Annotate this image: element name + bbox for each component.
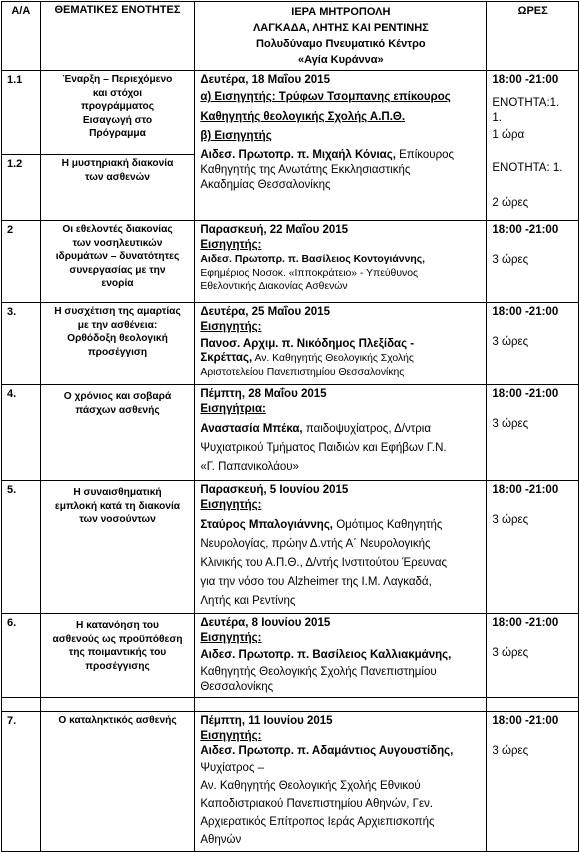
theme-line: Η συσχέτιση της αμαρτίας: [54, 306, 181, 317]
row-number: 1.2: [2, 155, 41, 221]
speaker-description: Κλινικής του Α.Π.Θ., Δ/ντής Ινστιτούτου Έρευνας: [200, 557, 448, 569]
theme-line: ασθενούς ως προϋπόθεση: [52, 633, 183, 645]
unit-hours: 2 ώρες: [492, 197, 529, 209]
speaker-description: Ψυχιατρικού Τμήματος Παιδιών και Εφήβων Γ.Ν.: [200, 442, 447, 454]
session-date: Δευτέρα, 8 Ιουνίου 2015: [200, 617, 331, 629]
row-details: [195, 614, 487, 698]
row-number: 6.: [2, 614, 41, 698]
row-number: 1.1: [2, 71, 41, 155]
row-theme: [40, 712, 195, 852]
spacer-row: [2, 698, 579, 712]
row-details: [195, 481, 487, 614]
theme-line: με την ασθένεια:: [77, 319, 158, 331]
theme-line: Η συναισθηματική: [73, 487, 162, 498]
row-hours: [487, 385, 579, 481]
speaker-label: Εισηγήτρια:: [200, 403, 266, 415]
theme-line: ενορία: [101, 278, 134, 289]
theme-line: και στόχοι: [92, 87, 143, 99]
session-date: Δευτέρα, 25 Μαΐου 2015: [200, 306, 330, 318]
speaker-description: Ομότιμος Καθηγητής: [333, 519, 443, 531]
theme-line: της ποιμαντικής του: [68, 647, 167, 658]
table-row: [2, 221, 579, 303]
speaker-name: Αιδεσ. Πρωτοπρ. π. Βασίλειος Καλλιακμάνης,: [200, 649, 452, 661]
row-theme: [40, 71, 195, 155]
speaker-description: για την νόσο του Alzheimer της Ι.Μ. Λαγκαδά,: [200, 576, 432, 588]
theme-line: Ο χρόνιος και σοβαρά: [63, 391, 172, 402]
session-time: 18:00 -21:00: [492, 224, 559, 236]
theme-line: προγράμματος: [80, 101, 155, 112]
speaker-name: Αιδεσ. Πρωτοπρ. π. Βασίλειος Κοντογιάννης,: [200, 254, 425, 265]
speaker-description: Αν. Καθηγητής Θεολογικής Σχολής: [252, 353, 414, 364]
row-hours: [487, 71, 579, 221]
session-date: Δευτέρα, 18 Μαΐου 2015: [200, 74, 330, 86]
table-row: [2, 614, 579, 698]
org-line: «Αγία Κυράννα»: [298, 54, 384, 66]
theme-line: των ασθενών: [85, 171, 150, 183]
speaker-description: Ακαδημίας Θεσσαλονίκης: [200, 179, 331, 191]
row-theme: [40, 221, 195, 303]
speaker-description: Αριστοτελείου Πανεπιστημίου Θεσσαλονίκης: [200, 366, 405, 378]
theme-line: Ο καταληκτικός ασθενής: [58, 715, 177, 726]
row-number: 5.: [2, 481, 41, 614]
session-time: 18:00 -21:00: [492, 715, 559, 727]
row-details: [195, 71, 487, 221]
theme-line: προσέγγιση: [87, 346, 148, 358]
session-hours: 3 ώρες: [492, 336, 529, 348]
speaker-description: Καθηγητής της Ανωτάτης Εκκλησιαστικής: [200, 164, 411, 176]
session-hours: 3 ώρες: [492, 745, 529, 757]
theme-line: των νοσηλευτικών: [72, 237, 163, 249]
speaker-description: Αν. Καθηγητής Θεολογικής Σχολής Εθνικού: [200, 780, 421, 792]
theme-line: συνεργασίας με την: [69, 264, 166, 276]
row-details: [195, 221, 487, 303]
org-line: ΙΕΡΑ ΜΗΤΡΟΠΟΛΗ: [291, 6, 391, 18]
row-theme: [40, 481, 195, 614]
row-number: 4.: [2, 385, 41, 481]
theme-line: Εισαγωγή στο: [82, 114, 153, 126]
unit-label: ΕΝΟΤΗΤΑ:1.: [492, 97, 560, 109]
header-organization: [195, 2, 487, 71]
speaker-a-label: α) Εισηγητής: Τρύφων Τσομπανης επίκουρος: [200, 91, 451, 103]
speaker-description: Λητής και Ρεντίνης: [200, 595, 296, 607]
speaker-description: Καθηγητής Θεολογικής Σχολής Πανεπιστημίου: [200, 666, 437, 678]
speaker-description: Αρχιερατικός Επίτροπος Ιεράς Αρχιεπισκοπής: [200, 816, 435, 828]
speaker-description: Ψυχίατρος –: [200, 762, 265, 774]
speaker-label: Εισηγητής:: [200, 632, 262, 644]
table-row: [2, 712, 579, 852]
header-themes: ΘΕΜΑΤΙΚΕΣ ΕΝΟΤΗΤΕΣ: [40, 2, 195, 71]
speaker-label: Εισηγητής:: [200, 239, 262, 251]
row-details: [195, 303, 487, 385]
row-details: [195, 385, 487, 481]
speaker-name: Αναστασία Μπέκα,: [200, 423, 303, 435]
table-row: [2, 481, 579, 614]
speaker-a-label: Καθηγητής θεολογικής Σχολής Α.Π.Θ.: [200, 111, 406, 123]
theme-line: των νοσούντων: [79, 514, 156, 525]
unit-label: 1.: [492, 112, 502, 124]
session-hours: 3 ώρες: [492, 254, 529, 266]
session-hours: 3 ώρες: [492, 514, 529, 526]
speaker-description: Εφημέριος Νοσοκ. «Ιπποκράτειο» - Υπεύθυνος: [200, 267, 418, 279]
table-row: [2, 303, 579, 385]
row-theme: [40, 385, 195, 481]
theme-line: Οι εθελοντές διακονίας: [62, 224, 173, 235]
session-date: Πέμπτη, 11 Ιουνίου 2015: [200, 715, 333, 727]
speaker-description: παιδοψυχίατρος, Δ/ντρια: [302, 423, 432, 435]
session-date: Παρασκευή, 5 Ιουνίου 2015: [200, 484, 349, 496]
session-time: 18:00 -21:00: [492, 484, 559, 496]
session-time: 18:00 -21:00: [492, 617, 559, 629]
theme-line: πάσχων ασθενής: [75, 404, 160, 416]
speaker-name: Πανοσ. Αρχιμ. π. Νικόδημος Πλεξίδας -: [200, 338, 415, 350]
header-hours: ΩΡΕΣ: [487, 2, 579, 71]
speaker-name: Σκρέττας,: [200, 352, 253, 364]
session-time: 18:00 -21:00: [492, 74, 559, 86]
row-number: 7.: [2, 712, 41, 852]
row-hours: [487, 712, 579, 852]
header-aa: Α/Α: [2, 2, 41, 71]
speaker-description: «Γ. Παπανικολάου»: [200, 461, 299, 473]
theme-line: Έναρξη – Περιεχόμενο: [62, 74, 173, 85]
theme-line: Πρόγραμμα: [89, 128, 146, 139]
org-line: ΛΑΓΚΑΔΑ, ΛΗΤΗΣ ΚΑΙ ΡΕΝΤΙΝΗΣ: [252, 22, 429, 34]
speaker-description: Εθελοντικής Διακονίας Ασθενών: [200, 281, 348, 292]
speaker-description: Αθηνών: [200, 834, 242, 846]
table-row: [2, 71, 579, 155]
table-row: [2, 385, 579, 481]
theme-line: ιδρυμάτων – δυνατότητες: [55, 251, 180, 262]
speaker-label: Εισηγητής:: [200, 730, 262, 742]
row-details: [195, 712, 487, 852]
row-theme: [40, 614, 195, 698]
session-date: Πέμπτη, 28 Μαΐου 2015: [200, 388, 327, 400]
session-time: 18:00 -21:00: [492, 388, 559, 400]
theme-line: Η κατανόηση του: [76, 620, 159, 631]
theme-line: Η μυστηριακή διακονία: [61, 158, 174, 169]
row-theme: [40, 303, 195, 385]
speaker-description: Καποδιστριακού Πανεπιστημίου Αθηνών, Γεν.: [200, 798, 434, 810]
row-hours: [487, 481, 579, 614]
session-hours: 3 ώρες: [492, 647, 529, 659]
unit-hours: 1 ώρα: [492, 129, 525, 141]
theme-line: εμπλοκή κατά τη διακονία: [54, 500, 181, 512]
unit-label: ΕΝΟΤΗΤΑ: 1.: [492, 162, 563, 174]
theme-line: προσέγγισης: [85, 660, 150, 672]
session-time: 18:00 -21:00: [492, 306, 559, 318]
speaker-description: Θεσσαλονίκης: [200, 681, 274, 693]
speaker-label: Εισηγητής:: [200, 499, 262, 511]
speaker-description: Νευρολογίας, πρώην Δ.ντής Α΄ Νευρολογικής: [200, 538, 431, 550]
session-hours: 3 ώρες: [492, 418, 529, 430]
speaker-name: Σταύρος Μπαλογιάννης,: [200, 519, 333, 531]
session-date: Παρασκευή, 22 Μαΐου 2015: [200, 224, 349, 236]
row-theme: [40, 155, 195, 221]
speaker-label: Εισηγητής:: [200, 321, 262, 333]
speaker-b-label: β) Εισηγητής: [200, 130, 272, 142]
speaker-name: Αιδεσ. Πρωτοπρ. π. Μιχαήλ Κόνιας,: [200, 149, 396, 161]
row-hours: [487, 303, 579, 385]
row-number: 3.: [2, 303, 41, 385]
row-hours: [487, 614, 579, 698]
row-hours: [487, 221, 579, 303]
speaker-name: Αιδεσ. Πρωτοπρ. π. Αδαμάντιος Αυγουστίδης,: [200, 745, 454, 757]
table-header-row: [2, 2, 579, 71]
speaker-description: Επίκουρος: [395, 149, 455, 161]
schedule-table: [1, 1, 579, 852]
org-line: Πολυδύναμο Πνευματικό Κέντρο: [256, 38, 426, 50]
row-number: 2: [2, 221, 41, 303]
theme-line: Ορθόδοξη θεολογική: [67, 333, 168, 344]
